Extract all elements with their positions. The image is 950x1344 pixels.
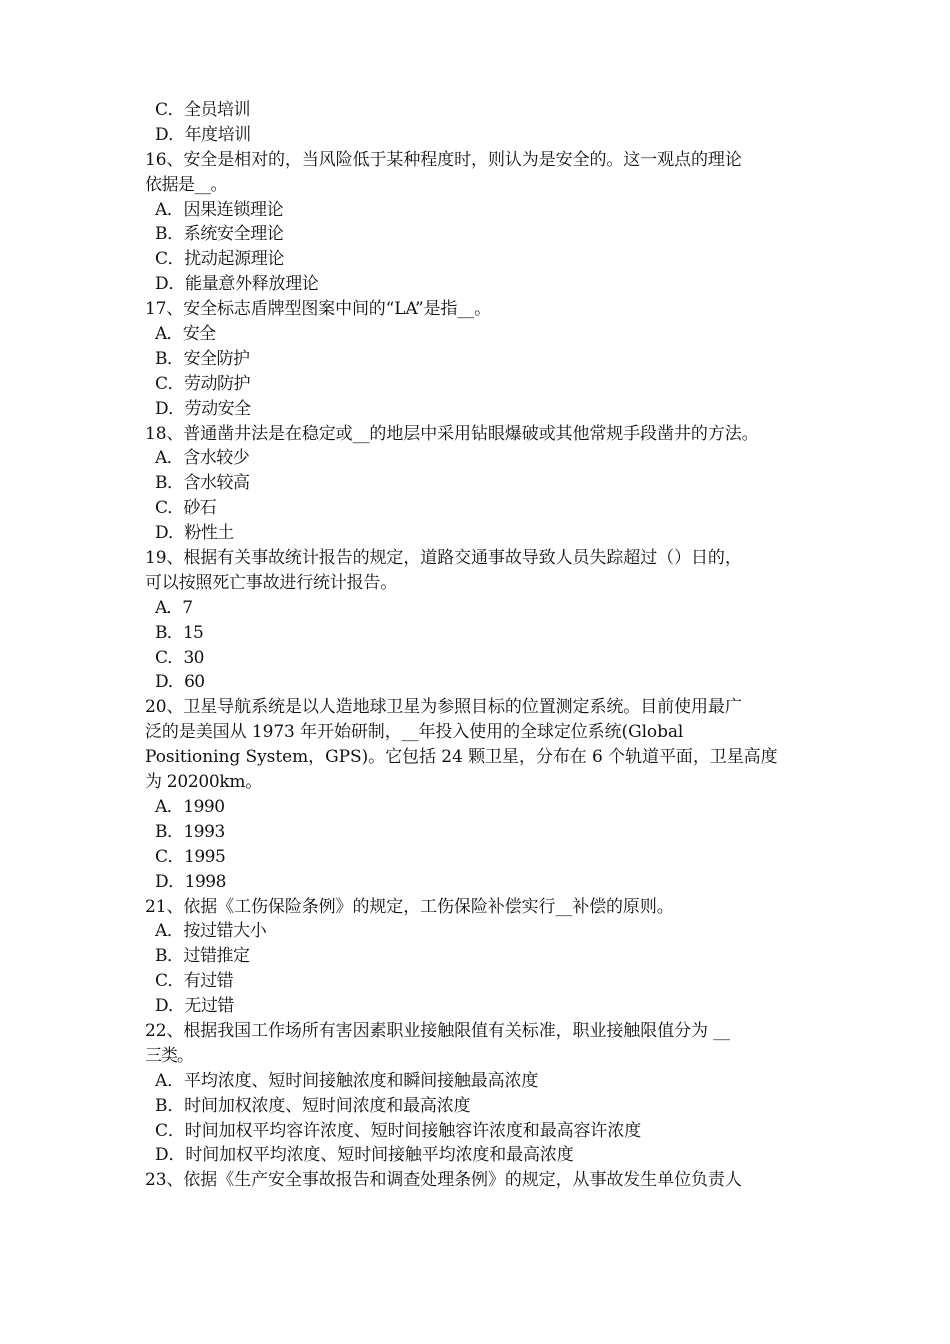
option-b: B．系统安全理论 — [155, 224, 284, 245]
question-stem: 可以按照死亡事故进行统计报告。 — [145, 572, 397, 593]
document-page — [145, 98, 820, 1193]
option-b: B．含水较高 — [155, 473, 250, 494]
option-a: A．1990 — [155, 796, 225, 817]
option: C．全员培训 — [155, 100, 251, 120]
option-d: D．能量意外释放理论 — [155, 274, 319, 295]
option-b: B．安全防护 — [155, 348, 250, 369]
option-c: C．扰动起源理论 — [155, 249, 284, 270]
option-a: A．因果连锁理论 — [155, 199, 284, 220]
option-a: A．安全 — [155, 324, 216, 345]
question-stem: 22、根据我国工作场所有害因素职业接触限值有关标准，职业接触限值分为 __ — [145, 1020, 731, 1041]
option-c: C．1995 — [155, 846, 226, 867]
question-stem: 为 20200km。 — [145, 772, 262, 793]
question-stem: 依据是__。 — [145, 174, 227, 195]
option: D．年度培训 — [155, 124, 251, 145]
question-stem: 19、根据有关事故统计报告的规定，道路交通事故导致人员失踪超过（）日的， — [145, 548, 742, 569]
question-stem: 23、依据《生产安全事故报告和调查处理条例》的规定，从事故发生单位负责人 — [145, 1170, 742, 1191]
prev-question-options — [145, 98, 820, 148]
option-d: D．1998 — [155, 871, 226, 892]
question-stem: 21、依据《工伤保险条例》的规定，工伤保险补偿实行__补偿的原则。 — [145, 896, 674, 917]
option-b: B．1993 — [155, 821, 225, 842]
question-16 — [145, 148, 820, 297]
question-19 — [145, 546, 820, 695]
option-b: B．过错推定 — [155, 946, 250, 967]
question-22 — [145, 1019, 820, 1168]
option-d: D．无过错 — [155, 996, 234, 1017]
option-c: C．砂石 — [155, 498, 217, 519]
question-stem: 16、安全是相对的，当风险低于某种程度时，则认为是安全的。这一观点的理论 — [145, 149, 742, 170]
option-a: A．按过错大小 — [155, 921, 267, 942]
question-stem: 泛的是美国从 1973 年开始研制，__年投入使用的全球定位系统(Global — [145, 722, 684, 743]
question-stem: 18、普通凿井法是在稳定或__的地层中采用钻眼爆破或其他常规手段凿井的方法。 — [145, 423, 759, 444]
option-b: B．15 — [155, 622, 204, 643]
question-18 — [145, 422, 820, 546]
question-stem: 三类。 — [145, 1045, 193, 1066]
option-c: C．30 — [155, 647, 204, 668]
option-b: B．时间加权浓度、短时间浓度和最高浓度 — [155, 1095, 471, 1116]
option-d: D．60 — [155, 672, 205, 693]
option-c: C．有过错 — [155, 971, 234, 992]
question-17 — [145, 297, 820, 421]
option-a: A．平均浓度、短时间接触浓度和瞬间接触最高浓度 — [155, 1070, 539, 1091]
question-23 — [145, 1168, 820, 1193]
question-stem: 20、卫星导航系统是以人造地球卫星为参照目标的位置测定系统。目前使用最广 — [145, 697, 742, 718]
option-c: C．劳动防护 — [155, 373, 251, 394]
option-a: A．7 — [155, 597, 193, 618]
question-stem: 17、安全标志盾牌型图案中间的“LA”是指__。 — [145, 299, 491, 320]
option-d: D．时间加权平均浓度、短时间接触平均浓度和最高浓度 — [155, 1145, 574, 1166]
question-21 — [145, 895, 820, 1019]
option-d: D．粉性土 — [155, 523, 234, 544]
question-20 — [145, 695, 820, 894]
option-d: D．劳动安全 — [155, 398, 251, 419]
option-c: C．时间加权平均容许浓度、短时间接触容许浓度和最高容许浓度 — [155, 1120, 642, 1141]
question-stem: Positioning System，GPS)。它包括 24 颗卫星，分布在 6 个轨道平面，卫星高度 — [145, 747, 778, 768]
option-a: A．含水较少 — [155, 448, 250, 469]
